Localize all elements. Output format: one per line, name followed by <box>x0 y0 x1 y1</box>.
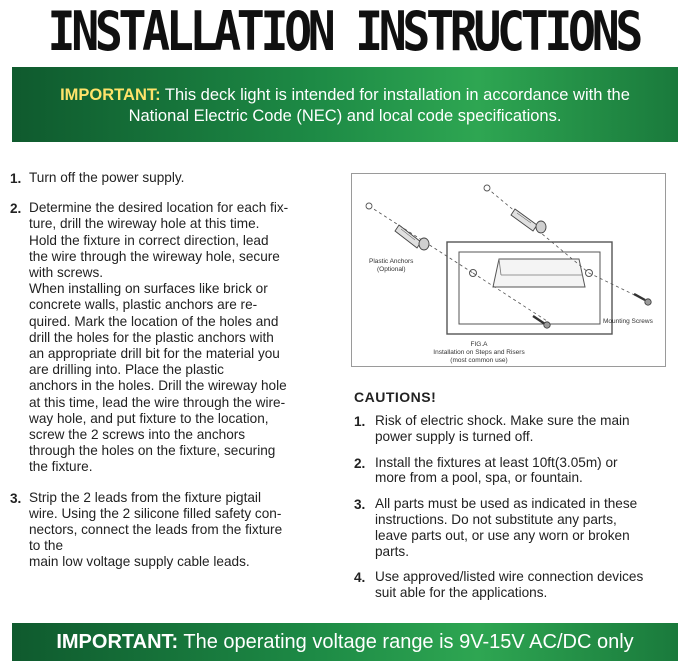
step-text: Turn off the power supply. <box>29 170 185 185</box>
voltage-notice-text: The operating voltage range is 9V-15V AC/DC only <box>178 631 634 653</box>
step-text: Determine the desired location for each fix- ture, drill the wireway hole at this time. Hold the fixture in correct direction, lead the wire through the wireway hole, secure with screws. <box>29 200 289 281</box>
caution-item <box>354 569 674 601</box>
notice-text-1: This deck light is intended for installation in accordance with the <box>160 86 630 104</box>
caution-number: 4. <box>354 570 366 586</box>
step-item <box>10 170 340 186</box>
voltage-notice-banner <box>12 623 678 661</box>
step-number: 3. <box>10 490 22 506</box>
anchors-label-optional: (Optional) <box>377 266 406 273</box>
notice-line-1 <box>12 85 678 106</box>
figure-caption-subtitle: Installation on Steps and Risers <box>433 349 525 356</box>
installation-diagram <box>351 173 666 367</box>
deck-light-fixture <box>447 242 612 334</box>
caution-number: 1. <box>354 414 366 429</box>
caution-number: 2. <box>354 455 366 471</box>
step-number: 2. <box>10 201 22 217</box>
step-text: Strip the 2 leads from the fixture pigtail wire. Using the 2 silicone filled safety con- nectors, connect the leads from the fixture to the main low voltage supply cable leads. <box>29 489 283 570</box>
caution-text: Risk of electric shock. Make sure the main power supply is turned off. <box>375 413 630 444</box>
cautions-title: CAUTIONS! <box>354 389 437 405</box>
installation-steps <box>10 170 340 585</box>
caution-text: Install the fixtures at least 10ft(3.05m) or more from a pool, spa, or fountain. <box>375 454 618 486</box>
caution-item <box>354 455 674 487</box>
screws-label: Mounting Screws <box>603 318 653 325</box>
caution-text: Use approved/listed wire connection devices suit able for the applications. <box>375 569 644 601</box>
cautions-list <box>354 413 674 611</box>
caution-item <box>354 496 674 559</box>
page-title: INSTALLATION INSTRUCTIONS <box>47 0 640 63</box>
step-item <box>10 490 340 571</box>
voltage-notice-lead: IMPORTANT: <box>56 631 179 653</box>
step-number: 1. <box>10 171 22 186</box>
notice-line-2: National Electric Code (NEC) and local code specifications. <box>128 107 562 125</box>
caution-text: All parts must be used as indicated in these instructions. Do not substitute any parts, leave parts out, or use any worn or broken parts. <box>375 496 638 559</box>
step-text: When installing on surfaces like brick or concrete walls, plastic anchors are re- quired. Mark the location of the holes and drill the holes for the plastic anchors with an appropriate drill bit for the material you are drilling into. Place the plastic anchors in the holes. Drill the wireway hole at this time, lead the wire through the wire- way hole, and put fixture to the location, screw the 2 screws into the anchors through the holes on the fixture, securing the fixture. <box>29 281 287 475</box>
figure-caption: FIG.A <box>470 341 488 348</box>
step-item <box>10 200 340 475</box>
caution-item <box>354 413 674 445</box>
caution-number: 3. <box>354 497 366 513</box>
notice-lead: IMPORTANT: <box>60 86 161 104</box>
figure-caption-note: (most common use) <box>450 357 508 364</box>
important-notice-banner <box>12 67 678 142</box>
anchors-label: Plastic Anchors <box>369 258 414 265</box>
